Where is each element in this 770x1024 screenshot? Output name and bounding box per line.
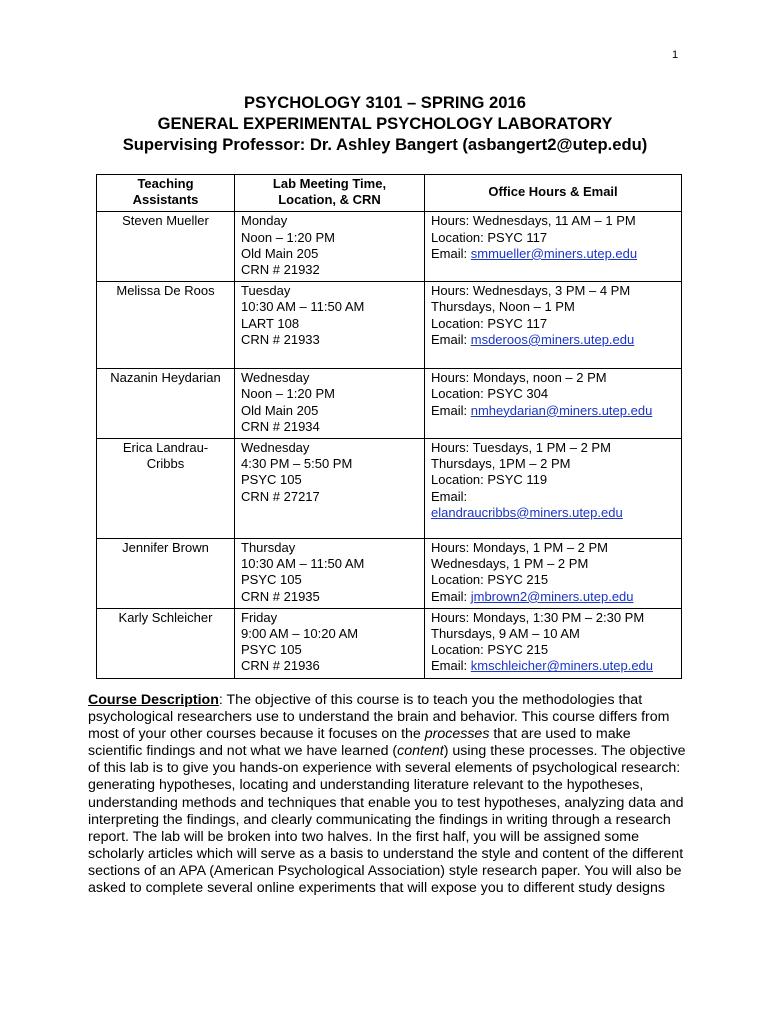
lab-detail: CRN # 21932 bbox=[241, 262, 320, 278]
lab-meeting-info bbox=[235, 439, 425, 539]
office-hours-info: Hours: Wednesdays, 11 AM – 1 PM Location: PSYC 117 Email: smmueller@miners.utep.edu bbox=[425, 212, 682, 282]
office-detail: Location: PSYC 215 bbox=[431, 572, 549, 588]
email-link[interactable]: jmbrown2@miners.utep.edu bbox=[470, 588, 634, 604]
table-row bbox=[97, 608, 682, 678]
office-detail: Location: PSYC 215 bbox=[431, 642, 549, 658]
page-number: 1 bbox=[672, 49, 679, 61]
description-text: that are used to make scientific findings and not what we have learned ( bbox=[88, 726, 631, 760]
ta-name: Erica Landrau- Cribbs bbox=[97, 439, 235, 539]
course-subtitle: GENERAL EXPERIMENTAL PSYCHOLOGY LABORATORY bbox=[157, 114, 613, 133]
office-detail: Hours: Wednesdays, 3 PM – 4 PM bbox=[431, 283, 631, 299]
lab-detail: Friday bbox=[241, 609, 278, 625]
course-description: Course Description: The objective of this course is to teach you the methodologies that psychological researchers use to understand the brain and behavior. This course differs from most of your other courses because it focuses on the processes that are used to make scientific findings and not what we have learned (content) using these processes. The objective of this lab is to give you hands-on experience with several elements of psychological research: generating hypotheses, locating and understanding literature relevant to the hypotheses, understanding methods and techniques that enable you to test hypotheses, analyzing data and interpreting the findings, and clearly communicating the findings in writing through a research report. The lab will be broken into two halves. In the first half, you will be assigned some scholarly articles which will serve as a basis to understand the style and content of the different sections of an APA (American Psychological Association) style research paper. You will also be asked to complete several online experiments that will expose you to different study designs bbox=[88, 692, 686, 897]
office-hours-info: Hours: Wednesdays, 3 PM – 4 PM Thursdays, Noon – 1 PM Location: PSYC 117 Email: msderoos@miners.utep.edu bbox=[425, 282, 682, 369]
office-detail: Hours: Tuesdays, 1 PM – 2 PM bbox=[431, 440, 611, 456]
lab-detail: CRN # 21934 bbox=[241, 418, 320, 434]
ta-name: Karly Schleicher bbox=[97, 608, 235, 678]
office-detail: Location: PSYC 304 bbox=[431, 386, 549, 402]
lab-detail: LART 108 bbox=[241, 315, 300, 331]
lab-detail: Noon – 1:20 PM bbox=[241, 229, 335, 245]
email-link[interactable]: elandraucribbs@miners.utep.edu bbox=[431, 504, 623, 520]
lab-detail: Wednesday bbox=[241, 440, 310, 456]
lab-detail: Wednesday bbox=[241, 370, 310, 386]
lab-detail: Tuesday bbox=[241, 283, 291, 299]
description-emphasis: processes bbox=[424, 726, 490, 743]
ta-name: Melissa De Roos bbox=[97, 282, 235, 369]
lab-detail: PSYC 105 bbox=[241, 642, 302, 658]
ta-name: Nazanin Heydarian bbox=[97, 369, 235, 439]
lab-detail: Noon – 1:20 PM bbox=[241, 386, 335, 402]
lab-detail: Old Main 205 bbox=[241, 402, 319, 418]
supervising-professor: Supervising Professor: Dr. Ashley Bangert (asbangert2@utep.edu) bbox=[122, 135, 648, 154]
header-lab-meeting: Lab Meeting Time, Location, & CRN bbox=[235, 175, 425, 212]
lab-meeting-info bbox=[235, 369, 425, 439]
office-detail: Email: bbox=[431, 488, 468, 504]
office-detail: Hours: Mondays, 1 PM – 2 PM bbox=[431, 540, 609, 556]
office-hours-info: Hours: Mondays, 1 PM – 2 PM Wednesdays, 1 PM – 2 PM Location: PSYC 215 Email: jmbrown2@miners.utep.edu bbox=[425, 539, 682, 609]
course-title: PSYCHOLOGY 3101 – SPRING 2016 bbox=[244, 93, 526, 112]
lab-detail: Thursday bbox=[241, 540, 296, 556]
email-link[interactable]: nmheydarian@miners.utep.edu bbox=[470, 402, 653, 418]
email-link[interactable]: smmueller@miners.utep.edu bbox=[470, 245, 638, 261]
lab-meeting-info bbox=[235, 608, 425, 678]
lab-detail: Old Main 205 bbox=[241, 245, 319, 261]
office-detail: Thursdays, Noon – 1 PM bbox=[431, 299, 575, 315]
header-teaching-assistants: Teaching Assistants bbox=[97, 175, 235, 212]
document-header bbox=[0, 92, 770, 155]
office-hours-info: Hours: Mondays, 1:30 PM – 2:30 PM Thursdays, 9 AM – 10 AM Location: PSYC 215 Email: kmschleicher@miners.utep.edu bbox=[425, 608, 682, 678]
office-hours-info bbox=[425, 439, 682, 539]
table-row bbox=[97, 212, 682, 282]
lab-detail: PSYC 105 bbox=[241, 572, 302, 588]
office-detail: Thursdays, 1PM – 2 PM bbox=[431, 456, 571, 472]
lab-detail: CRN # 21935 bbox=[241, 588, 320, 604]
office-detail: Location: PSYC 119 bbox=[431, 472, 548, 488]
office-detail: Hours: Mondays, noon – 2 PM bbox=[431, 370, 607, 386]
lab-meeting-info bbox=[235, 282, 425, 369]
office-detail: Hours: Mondays, 1:30 PM – 2:30 PM bbox=[431, 609, 645, 625]
ta-name: Steven Mueller bbox=[97, 212, 235, 282]
lab-detail: 10:30 AM – 11:50 AM bbox=[241, 299, 365, 315]
office-detail: Thursdays, 9 AM – 10 AM bbox=[431, 626, 580, 642]
lab-meeting-info bbox=[235, 212, 425, 282]
lab-detail: CRN # 21933 bbox=[241, 331, 320, 347]
teaching-assistants-table bbox=[96, 174, 682, 679]
table-row bbox=[97, 369, 682, 439]
table-row bbox=[97, 439, 682, 539]
lab-detail: 10:30 AM – 11:50 AM bbox=[241, 556, 365, 572]
ta-name: Jennifer Brown bbox=[97, 539, 235, 609]
lab-detail: CRN # 27217 bbox=[241, 488, 320, 504]
lab-meeting-info bbox=[235, 539, 425, 609]
table-row bbox=[97, 539, 682, 609]
email-link[interactable]: kmschleicher@miners.utep.edu bbox=[470, 658, 654, 674]
email-link[interactable]: msderoos@miners.utep.edu bbox=[470, 331, 635, 347]
course-description-label: Course Description bbox=[88, 692, 219, 708]
table-row bbox=[97, 282, 682, 369]
lab-detail: Monday bbox=[241, 213, 288, 229]
lab-detail: 9:00 AM – 10:20 AM bbox=[241, 626, 359, 642]
office-detail: Location: PSYC 117 bbox=[431, 315, 548, 331]
table-header-row bbox=[97, 175, 682, 212]
office-detail: Wednesdays, 1 PM – 2 PM bbox=[431, 556, 589, 572]
lab-detail: 4:30 PM – 5:50 PM bbox=[241, 456, 353, 472]
office-hours-info: Hours: Mondays, noon – 2 PM Location: PSYC 304 Email: nmheydarian@miners.utep.edu bbox=[425, 369, 682, 439]
office-detail: Hours: Wednesdays, 11 AM – 1 PM bbox=[431, 213, 636, 229]
description-text: ) using these processes. The objective of this lab is to give you hands-on experience with several elements of psychological research: generating hypotheses, locating and understanding literature relevant to the hypotheses, understanding methods and techniques that enable you to test hypotheses, analyzing data and interpreting the findings, and clearly communicating the findings in writing through a research report. The lab will be broken into two halves. In the first half, you will be assigned some scholarly articles which will serve as a basis to understand the style and content of the different sections of an APA (American Psychological Association) style research paper. You will also be asked to complete several online experiments that will expose you to different study designs bbox=[88, 743, 686, 897]
header-office-hours: Office Hours & Email bbox=[425, 175, 682, 212]
description-text: The objective of this course is to teach you the methodologies that psychological researchers use to understand the brain and behavior. This course differs from most of your other courses because it focuses on the bbox=[88, 692, 670, 743]
lab-detail: CRN # 21936 bbox=[241, 658, 320, 674]
office-detail: Location: PSYC 117 bbox=[431, 229, 548, 245]
lab-detail: PSYC 105 bbox=[241, 472, 302, 488]
description-emphasis: content bbox=[397, 743, 444, 760]
